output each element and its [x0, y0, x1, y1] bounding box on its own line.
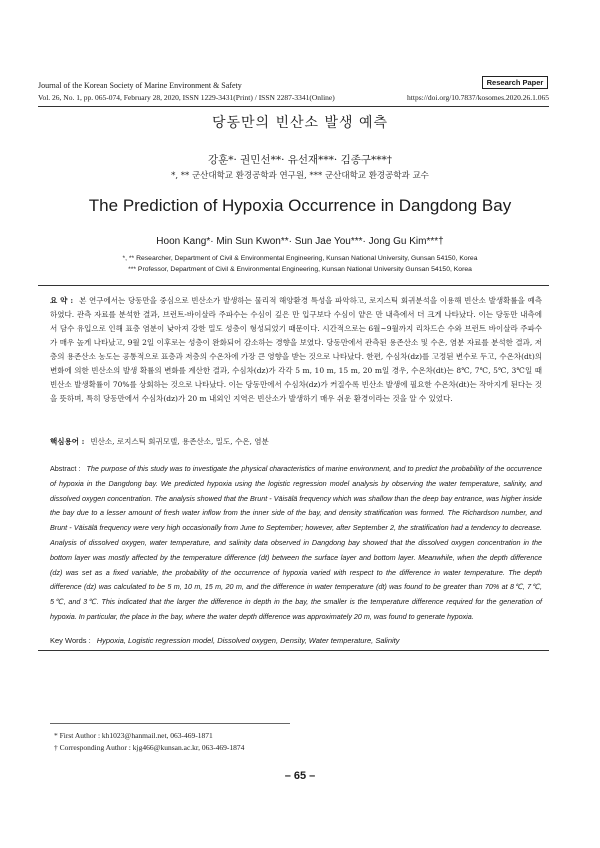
english-abstract [50, 462, 542, 625]
corresponding-author-footnote: † Corresponding Author : kjg466@kunsan.ac.kr, 063-469-1874 [54, 743, 245, 752]
first-author-footnote: * First Author : kh1023@hanmail.net, 063-469-1871 [54, 731, 213, 740]
journal-name: Journal of the Korean Society of Marine Environment & Safety [38, 81, 242, 90]
citation-line [38, 93, 549, 103]
abstract-divider [38, 285, 549, 286]
english-affiliation-1: *, ** Researcher, Department of Civil & Environmental Engineering, Kunsan National University, Gunsan 54150, Korea [122, 255, 478, 262]
footnote-divider [50, 723, 290, 724]
korean-keywords-text: 빈산소, 로지스틱 회귀모델, 용존산소, 밀도, 수온, 염분 [90, 437, 269, 446]
english-abstract-label: Abstract : [50, 464, 81, 473]
korean-authors: 강훈*· 권민선**· 유선재***· 김종구***† [207, 154, 393, 166]
english-affiliation-2: *** Professor, Department of Civil & Environmental Engineering, Kunsan National University Gunsan 54150, Korea [128, 266, 472, 273]
citation-text: Vol. 26, No. 1, pp. 065-074, February 28, 2020, ISSN 1229-3431(Print) / ISSN 2287-3341(Online) [38, 93, 335, 102]
page-number: – 65 – [284, 770, 316, 782]
keywords-divider [38, 650, 549, 651]
english-keywords-label: Key Words : [50, 636, 91, 645]
korean-abstract-text: 본 연구에서는 당동만을 중심으로 빈산소가 발생하는 물리적 해양환경 특성을 파악하고, 로지스틱 회귀분석을 이용해 빈산소 발생확률을 예측하였다. 관측 자료를 분석한 결과, 브런트-바이살라 주파수는 수심이 깊은 만 입구보다 수심이 얕은 만 내측에서 더 크게 나타났다. 이는 당동만 내측에서 담수 유입으로 인해 표층 염분이 낮아져 강한 밀도 성층이 형성되었기 때문이다. 시간적으로는 6월~9월까지 리차드슨 수와 브런트 바이살라 주파수가 매우 높게 나타났고, 9월 2일 이후로는 성층이 완화되어 감소하는 경향을 보였다. 당동만에서 관측된 용존산소 및 수온, 염분 자료를 분석한 결과, 저층의 용존산소 농도는 공통적으로 표층과 저층의 수온차에 가장 큰 영향을 받는 것으로 나타났다. 한편, 수심차(dz)를 고정된 변수로 두고, 수온차(dt)의 변화에 의한 빈산소의 발생 확률의 변화를 계산한 결과, 수심차(dz)가 각각 5 m, 10 m, 15 m, 20 m일 경우, 수온차(dt)는 8℃, 7℃, 5℃, 3℃일 때 빈산소 발생확률이 70%를 상회하는 것으로 나타났다. 이는 당동만에서 수심차(dz)가 커질수록 빈산소 발생에 필요한 수온차(dt)는 작아지게 된다는 것을 뜻하며, 특히 당동만에서 수심차(dz)가 20 m 내외인 지역은 빈산소가 발생하기 매우 쉬운 환경이라는 것을 알 수 있었다. [50, 296, 542, 403]
header-divider [38, 106, 549, 107]
korean-keywords-label: 핵심용어 : [50, 437, 85, 446]
research-paper-badge: Research Paper [482, 76, 548, 89]
korean-affiliation: *, ** 군산대학교 환경공학과 연구원, *** 군산대학교 환경공학과 교수 [171, 171, 429, 181]
english-authors: Hoon Kang*· Min Sun Kwon**· Sun Jae You***· Jong Gu Kim***† [156, 236, 444, 247]
english-abstract-text: The purpose of this study was to investigate the physical characteristics of marine environment, and to predict the probability of the occurrence of hypoxia in the Dangdong bay. We predicted hypoxia using the logistic regression model analysis by observing the water temperature, salinity, and dissolved oxygen concentration. The analysis showed that the Brunt - Väisälä frequency which was shallow than the deep bay entrance, was higher inside the bay due to a lesser amount of fresh water inflow from the inner side of the bay, and density stratification was formed. The Richardson number, and Brunt - Väisälä frequency were very high occasionally from June to September; however, after September 2, the stratification had a tendency to decrease. Analysis of dissolved oxygen, water temperature, and salinity data observed in Dangdong bay showed that the dissolved oxygen concentration in the bottom layer was mostly affected by the temperature difference (dt) between the surface layer and bottom layer. Meanwhile, when the depth difference (dz) was set as a fixed variable, the probability of the occurrence of hypoxia varied with respect to the difference in water temperature. The depth difference (dz) was calculated to be 5 m, 10 m, 15 m, 20 m, and the difference in water temperature (dt) was found to be greater than 70% at 8℃, 7℃, 5℃, and 3℃. This indicated that the larger the difference in depth in the bay, the smaller is the temperature difference required for the generation of hypoxia. In particular, the place in the bay, where the water depth difference was approximately 20 m, was found to generate hypoxia. [50, 464, 542, 621]
doi-link[interactable]: https://doi.org/10.7837/kosomes.2020.26.1.065 [407, 93, 549, 102]
english-keywords-text: Hypoxia, Logistic regression model, Dissolved oxygen, Density, Water temperature, Salinity [96, 636, 400, 645]
korean-abstract-label: 요 약 : [50, 296, 74, 305]
english-keywords [50, 636, 542, 645]
korean-abstract [50, 294, 542, 406]
english-title: The Prediction of Hypoxia Occurrence in Dangdong Bay [88, 196, 512, 215]
korean-title: 당동만의 빈산소 발생 예측 [211, 115, 389, 131]
korean-keywords [50, 436, 542, 447]
